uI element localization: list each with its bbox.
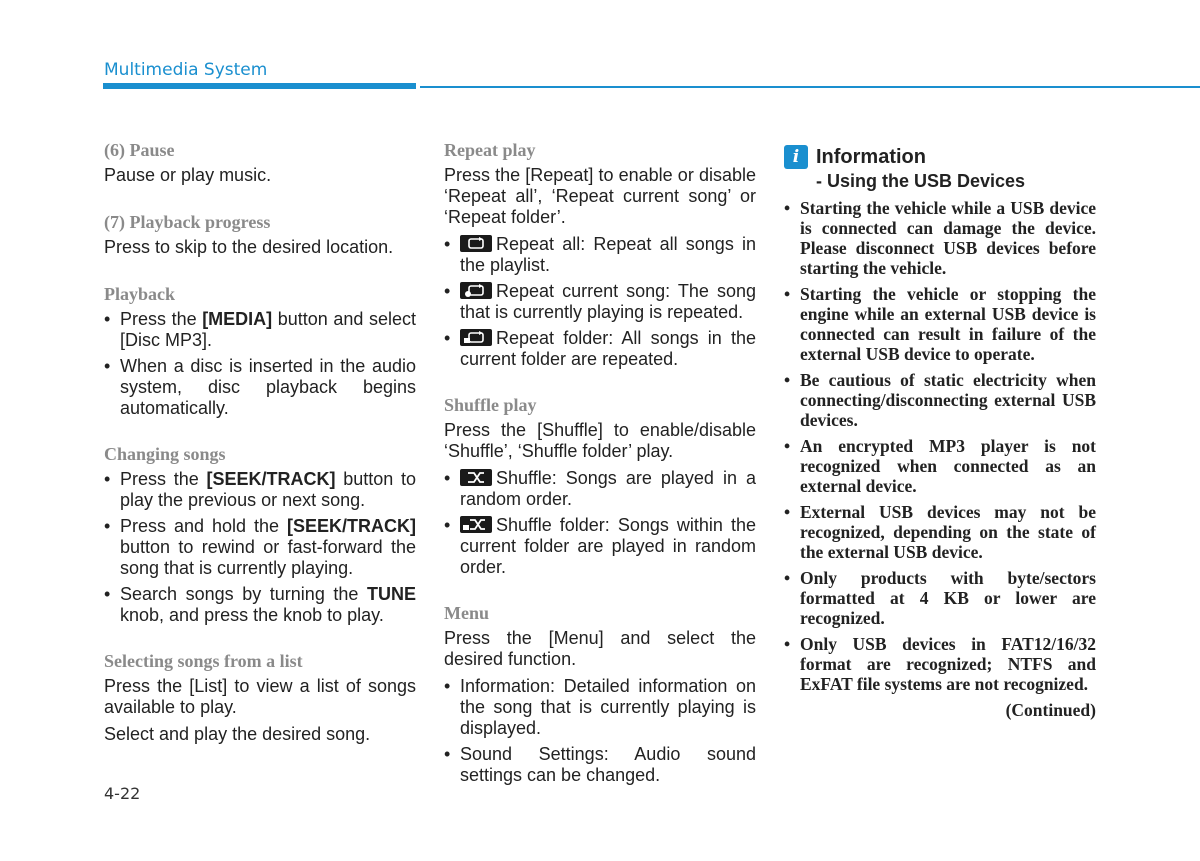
list-item: • Sound Settings: Audio sound settings can be changed. [444, 744, 756, 786]
list-item: • An encrypted MP3 player is not recognized when connected as an external device. [784, 436, 1096, 496]
information-title: Information [816, 145, 926, 168]
list-item: • Starting the vehicle or stopping the engine while an external USB device is connected can result in failure of the external USB device to operate. [784, 284, 1096, 364]
information-header [784, 145, 1096, 169]
shuffle-text: Press the [Shuffle] to enable/disable ‘Shuffle’, ‘Shuffle folder’ play. [444, 420, 756, 461]
header-rule-thick [103, 83, 416, 89]
selecting-text-2: Select and play the desired song. [104, 724, 371, 744]
list-item: • Repeat current song: The song that is currently playing is repeated. [444, 281, 756, 323]
list-item: • Repeat folder: All songs in the current folder are repeated. [444, 328, 756, 370]
repeat-list [444, 234, 756, 370]
playback-list [104, 309, 416, 419]
list-item: • Only products with byte/sectors formatted at 4 KB or lower are recognized. [784, 568, 1096, 628]
info-icon: i [784, 145, 808, 169]
list-item: • Press the [SEEK/TRACK] button to play the previous or next song. [104, 469, 416, 511]
shuffle-list [444, 468, 756, 578]
shuffle-icon [460, 469, 492, 486]
pause-text: Pause or play music. [104, 165, 272, 185]
information-subtitle: - Using the USB Devices [816, 171, 1026, 191]
progress-text: Press to skip to the desired location. [104, 237, 394, 257]
continued-label: (Continued) [1005, 700, 1096, 720]
repeat-one-icon [460, 282, 492, 299]
list-item: • Starting the vehicle while a USB device is connected can damage the device. Please disconnect USB devices before starting the vehicle. [784, 198, 1096, 278]
page-header-title: Multimedia System [104, 60, 268, 80]
section-heading-selecting: Selecting songs from a list [104, 651, 303, 671]
page-number: 4-22 [104, 784, 141, 803]
list-item: • Press and hold the [SEEK/TRACK] button to rewind or fast-forward the song that is currently playing. [104, 516, 416, 579]
usb-notes-list [784, 198, 1096, 694]
section-heading-menu: Menu [444, 603, 489, 623]
list-item: • Be cautious of static electricity when connecting/disconnecting external USB devices. [784, 370, 1096, 430]
list-item: • External USB devices may not be recognized, depending on the state of the external USB device. [784, 502, 1096, 562]
section-heading-repeat: Repeat play [444, 140, 536, 160]
menu-text: Press the [Menu] and select the desired function. [444, 628, 756, 669]
section-heading-pause: (6) Pause [104, 140, 175, 160]
list-item: • Search songs by turning the TUNE knob, and press the knob to play. [104, 584, 416, 626]
list-item: • Only USB devices in FAT12/16/32 format are recognized; NTFS and ExFAT file systems are not recognized. [784, 634, 1096, 694]
list-item: • Press the [MEDIA] button and select [Disc MP3]. [104, 309, 416, 351]
repeat-folder-icon [460, 329, 492, 346]
section-heading-playback: Playback [104, 284, 176, 304]
changing-list [104, 469, 416, 626]
section-heading-progress: (7) Playback progress [104, 212, 271, 232]
selecting-text-1: Press the [List] to view a list of songs available to play. [104, 676, 416, 717]
shuffle-folder-icon [460, 516, 492, 533]
section-heading-shuffle: Shuffle play [444, 395, 537, 415]
column-middle [444, 139, 756, 791]
list-item: • Information: Detailed information on the song that is currently playing is displayed. [444, 676, 756, 739]
header-rule-thin [420, 86, 1200, 88]
repeat-all-icon [460, 235, 492, 252]
repeat-text: Press the [Repeat] to enable or disable ‘Repeat all’, ‘Repeat current song’ or ‘Repeat folder’. [444, 165, 756, 227]
list-item: • Shuffle folder: Songs within the current folder are played in random order. [444, 515, 756, 578]
list-item: • Repeat all: Repeat all songs in the playlist. [444, 234, 756, 276]
list-item: • Shuffle: Songs are played in a random order. [444, 468, 756, 510]
list-item: • When a disc is inserted in the audio system, disc playback begins automatically. [104, 356, 416, 419]
menu-list [444, 676, 756, 786]
section-heading-changing: Changing songs [104, 444, 226, 464]
column-left [104, 139, 416, 751]
column-right [784, 139, 1096, 721]
